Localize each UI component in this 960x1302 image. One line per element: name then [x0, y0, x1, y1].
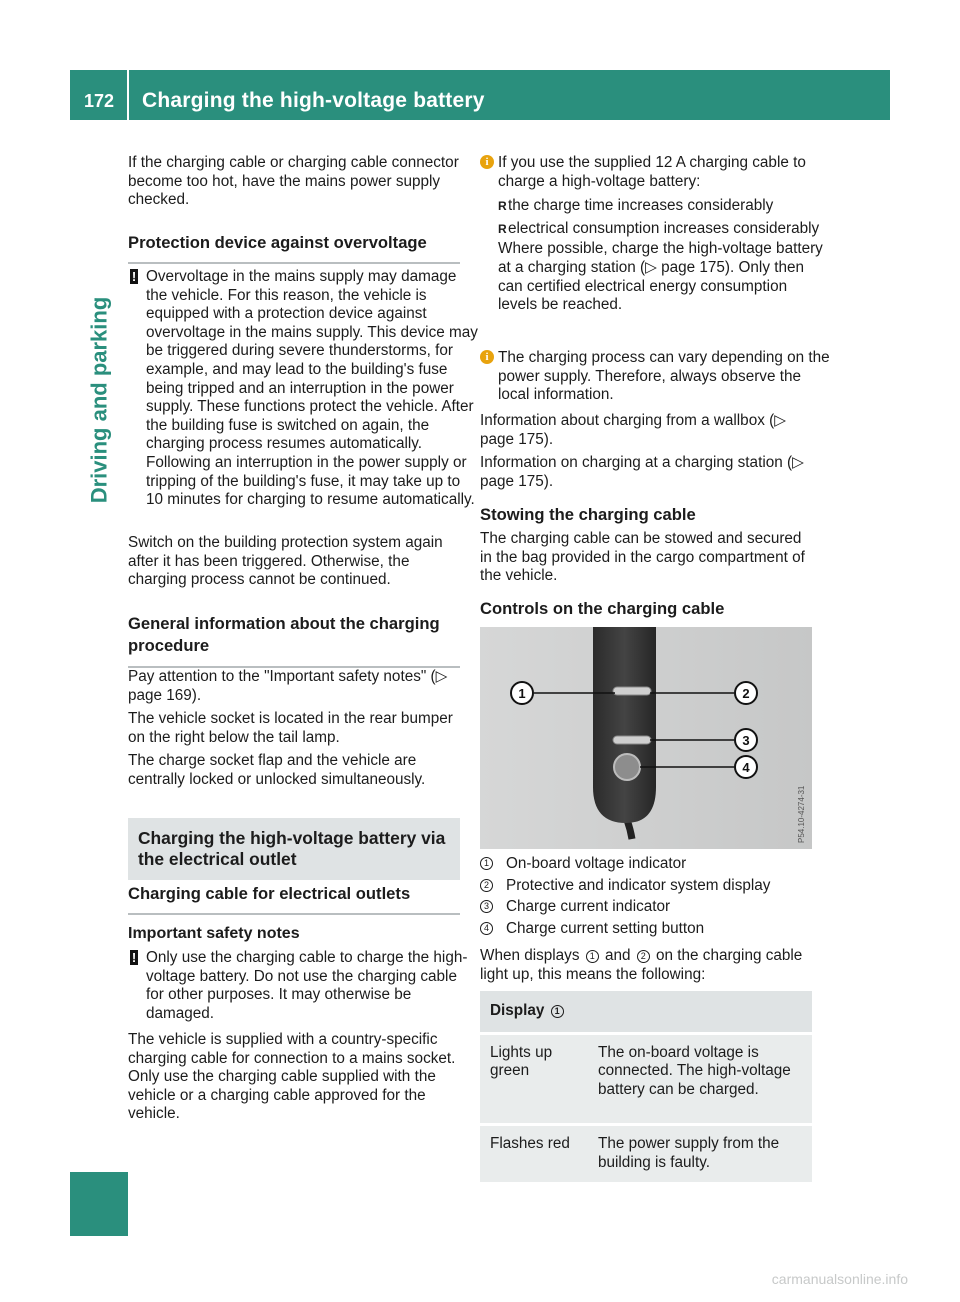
- figure-code: P54.10-4274-31: [797, 785, 806, 843]
- table-row: [480, 1033, 812, 1125]
- display-ref-2: 2: [637, 950, 650, 963]
- display-ref-1: 1: [586, 950, 599, 963]
- displays-and: and: [604, 947, 631, 964]
- wallbox-text: Information about charging from a wallbox (▷ page 175).: [480, 412, 786, 448]
- warning-icon: !: [131, 269, 137, 284]
- protection-section: [128, 233, 460, 264]
- general-paragraph-3: The charge socket flap and the vehicle are centrally locked or unlocked simultaneously.: [128, 752, 426, 788]
- info-1-text: Where possible, charge the high-voltage battery at a charging station (▷ page 175). Only then can certified electrical energy consumption levels be reached.: [498, 240, 823, 314]
- warning-icon: !: [131, 950, 137, 965]
- outlet-section-heading: Charging the high-voltage battery via the electrical outlet: [128, 818, 460, 880]
- table-cell-display: Lights up green: [480, 1033, 588, 1125]
- safety-heading: Important safety notes: [128, 925, 300, 942]
- callout-2: 2: [742, 686, 750, 701]
- safety-warning-text: Only use the charging cable to charge the high-voltage battery. Do not use the charging cable for other purposes. It may otherwise be damaged.: [146, 949, 468, 1022]
- info-note-2: [480, 349, 830, 405]
- section-rule: [128, 262, 460, 264]
- general-section: [128, 613, 460, 668]
- bullet-icon: R: [498, 221, 507, 236]
- bullet-text: the charge time increases considerably: [508, 197, 774, 215]
- legend-text: Charge current indicator: [506, 898, 671, 916]
- stowing-text: The charging cable can be stowed and secured in the bag provided in the cargo compartment of the vehicle.: [480, 530, 805, 585]
- figure-legend: [480, 855, 812, 938]
- legend-number: 2: [480, 879, 493, 892]
- info-icon: i: [480, 155, 494, 169]
- displays-paragraph: [480, 947, 812, 984]
- header-divider: [127, 70, 129, 120]
- legend-number: 1: [480, 857, 493, 870]
- legend-item: [480, 898, 812, 917]
- legend-item: [480, 920, 812, 939]
- general-paragraph-1: Pay attention to the "Important safety notes" (▷ page 169).: [128, 668, 448, 704]
- charging-cable-illustration: [480, 627, 812, 849]
- bullet-item: [480, 197, 830, 216]
- displays-post: on the charging cable light up, this means the following:: [480, 947, 803, 983]
- displays-pre: When displays: [480, 947, 580, 964]
- info-icon: i: [480, 350, 494, 364]
- bullet-icon: R: [498, 199, 507, 214]
- callout-4: 4: [742, 760, 750, 775]
- table-cell-display: Flashes red: [480, 1125, 588, 1182]
- callout-3: 3: [742, 733, 750, 748]
- station-text: Information on charging at a charging station (▷ page 175).: [480, 454, 804, 490]
- table-cell-meaning: The on-board voltage is connected. The high-voltage battery can be charged.: [588, 1033, 812, 1125]
- legend-text: On-board voltage indicator: [506, 855, 687, 872]
- stowing-heading: Stowing the charging cable: [480, 505, 696, 524]
- protection-heading: Protection device against overvoltage: [128, 233, 427, 252]
- general-heading: General information about the charging procedure: [128, 614, 440, 655]
- cable-heading: Charging cable for electrical outlets: [128, 884, 411, 903]
- info-1-intro: If you use the supplied 12 A charging cable to charge a high-voltage battery:: [498, 154, 806, 190]
- table-cell-meaning: The power supply from the building is faulty.: [588, 1125, 812, 1182]
- table-row: [480, 1125, 812, 1182]
- safety-warning: [128, 949, 478, 1023]
- table-header-cell: [480, 991, 588, 1033]
- display-table: [480, 991, 812, 1182]
- legend-text: Protective and indicator system display: [506, 876, 771, 894]
- side-section-tab: [70, 1172, 128, 1236]
- legend-item: [480, 855, 812, 874]
- intro-paragraph: If the charging cable or charging cable connector become too hot, have the mains power supply checked.: [128, 154, 459, 209]
- safety-text: The vehicle is supplied with a country-specific charging cable for connection to a mains socket. Only use the charging cable supplied with the vehicle or a charging cable approved for the vehicle.: [128, 1031, 456, 1123]
- protection-warning-text: Overvoltage in the mains supply may damage the vehicle. For this reason, the vehicle is equipped with a protection device against overvoltage in the mains supply. This device may be triggered during severe thunderstorms, for example, and may lead to the building's fuse being tripped and an interruption in the power supply. These functions protect the vehicle. After the building fuse is switched on again, the charging process resumes automatically. Following an interruption in the power supply or tripping of the building's fuse, it may take up to 10 minutes for charging to resume automatically.: [146, 268, 478, 509]
- legend-item: [480, 877, 812, 896]
- table-header-empty: [588, 991, 812, 1033]
- callout-1: 1: [518, 686, 526, 701]
- info-2-text: The charging process can vary depending on the power supply. Therefore, always observe the local information.: [498, 349, 830, 404]
- table-header-display: Display: [490, 1002, 545, 1019]
- protection-text: Switch on the building protection system again after it has been triggered. Otherwise, the charging process cannot be continued.: [128, 534, 443, 589]
- info-note-1: [480, 154, 830, 315]
- watermark: carmanualsonline.info: [771, 1271, 908, 1287]
- protection-warning: [128, 268, 478, 510]
- legend-number: 4: [480, 922, 493, 935]
- legend-text: Charge current setting button: [506, 919, 705, 937]
- info-1-bullets: [498, 197, 830, 238]
- cable-section: [128, 884, 460, 915]
- charging-cable-figure: [480, 627, 812, 849]
- controls-heading: Controls on the charging cable: [480, 599, 725, 618]
- table-header-row: [480, 991, 812, 1033]
- table-header-number: 1: [551, 1005, 564, 1018]
- side-section-label: Driving and parking: [86, 296, 112, 504]
- page-number: 172: [83, 91, 115, 111]
- section-rule: [128, 913, 460, 915]
- page-title: Charging the high-voltage battery: [142, 89, 485, 112]
- general-paragraph-2: The vehicle socket is located in the rear bumper on the right below the tail lamp.: [128, 710, 453, 746]
- bullet-text: electrical consumption increases considerably: [508, 219, 820, 237]
- legend-number: 3: [480, 900, 493, 913]
- bullet-item: [480, 220, 830, 239]
